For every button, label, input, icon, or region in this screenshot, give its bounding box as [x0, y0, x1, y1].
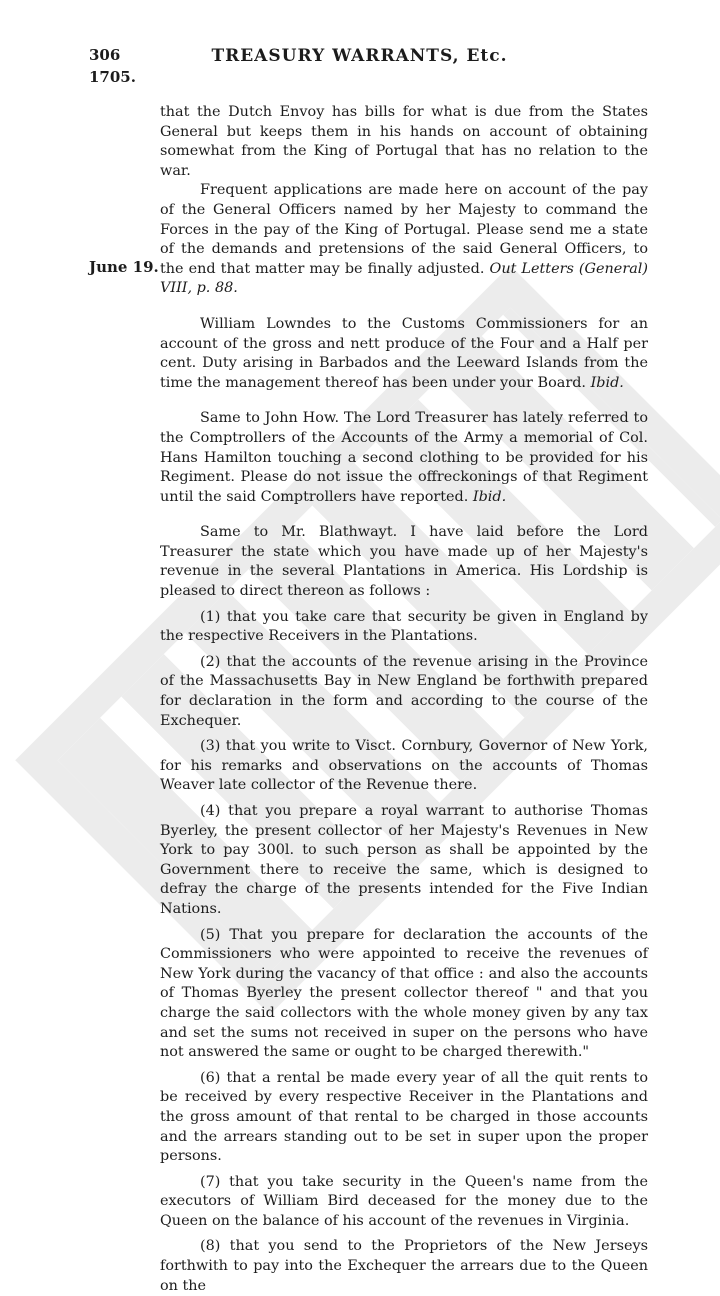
- source-citation: Out Letters (General) VIII, p. 88.: [160, 260, 648, 297]
- paragraph-text: William Lowndes to the Customs Commissioners for an account of the gross and nett produce of the Four and a Half per cent. Duty arising in Barbados and the Leeward Islands from the time the management thereof has been under your Board.: [160, 315, 648, 391]
- paragraph: Same to Mr. Blathwayt. I have laid before the Lord Treasurer the state which you have made up of her Majesty's revenue in the several Plantations in America. His Lordship is pleased to direct thereon as follows :: [160, 524, 648, 600]
- running-title: TREASURY WARRANTS, Etc.: [211, 46, 508, 66]
- list-item: (3) that you write to Visct. Cornbury, Governor of New York, for his remarks and observations on the accounts of Thomas Weaver late collector of the Revenue there.: [160, 738, 648, 794]
- list-item: (2) that the accounts of the revenue arising in the Province of the Massachusetts Bay in New England be forthwith prepared for declaration in the form and according to the course of the Exchequer.: [160, 653, 648, 729]
- list-item: (6) that a rental be made every year of all the quit rents to be received by every respective Receiver in the Plantations and the gross amount of that rental to be charged in those accounts and the arrears standing out to be set in super upon the proper persons.: [160, 1069, 648, 1165]
- list-item: (4) that you prepare a royal warrant to authorise Thomas Byerley, the present collector of her Majesty's Revenues in New York to pay 300l. to such person as shall be appointed by the Government there to receive the same, which is designed to defray the charge of the presents intended for the Five Indian Nations.: [160, 803, 648, 917]
- list-item: (8) that you send to the Proprietors of the New Jerseys forthwith to pay into the Exchequer the arrears due to the Queen on the: [160, 1238, 648, 1294]
- list-item: (1) that you take care that security be given in England by the respective Receivers in the Plantations.: [160, 608, 648, 645]
- margin-date: June 19.: [89, 258, 159, 276]
- paragraph: [160, 409, 648, 507]
- list-item: (5) That you prepare for declaration the accounts of the Commissioners who were appointed to receive the revenues of New York during the vacancy of that office : and also the accounts of Thomas Byerley the present collector thereof " and that you charge the said collectors with the whole money given by any tax and set the sums not received in super on the persons who have not answered the same or ought to be charged therewith.": [160, 926, 648, 1061]
- paragraph-text: Frequent applications are made here on account of the pay of the General Officers named by her Majesty to command the Forces in the pay of the King of Portugal. Please send me a state of the demands and pretensions of the said General Officers, to the end that matter may be finally adjusted.: [160, 182, 648, 277]
- paragraph: [160, 181, 648, 299]
- page-number: 306: [89, 46, 121, 64]
- paragraph: that the Dutch Envoy has bills for what is due from the States General but keeps them in his hands on account of obtaining somewhat from the King of Portugal that has no relation to the war.: [160, 104, 648, 179]
- source-citation: Ibid.: [590, 374, 624, 391]
- paragraph-text: Same to John How. The Lord Treasurer has lately referred to the Comptrollers of the Accounts of the Army a memorial of Col. Hans Hamilton touching a second clothing to be provided for his Regiment. Please do not issue the offreckonings of that Regiment until the said Comptrollers have reported.: [160, 410, 648, 505]
- source-citation: Ibid.: [472, 488, 507, 505]
- body-text: [160, 103, 648, 1296]
- paragraph: [160, 315, 648, 393]
- list-item: (7) that you take security in the Queen's name from the executors of William Bird deceased for the money due to the Queen on the balance of his account of the revenues in Virginia.: [160, 1173, 648, 1229]
- page-header: [89, 46, 630, 70]
- margin-year: 1705.: [89, 68, 136, 86]
